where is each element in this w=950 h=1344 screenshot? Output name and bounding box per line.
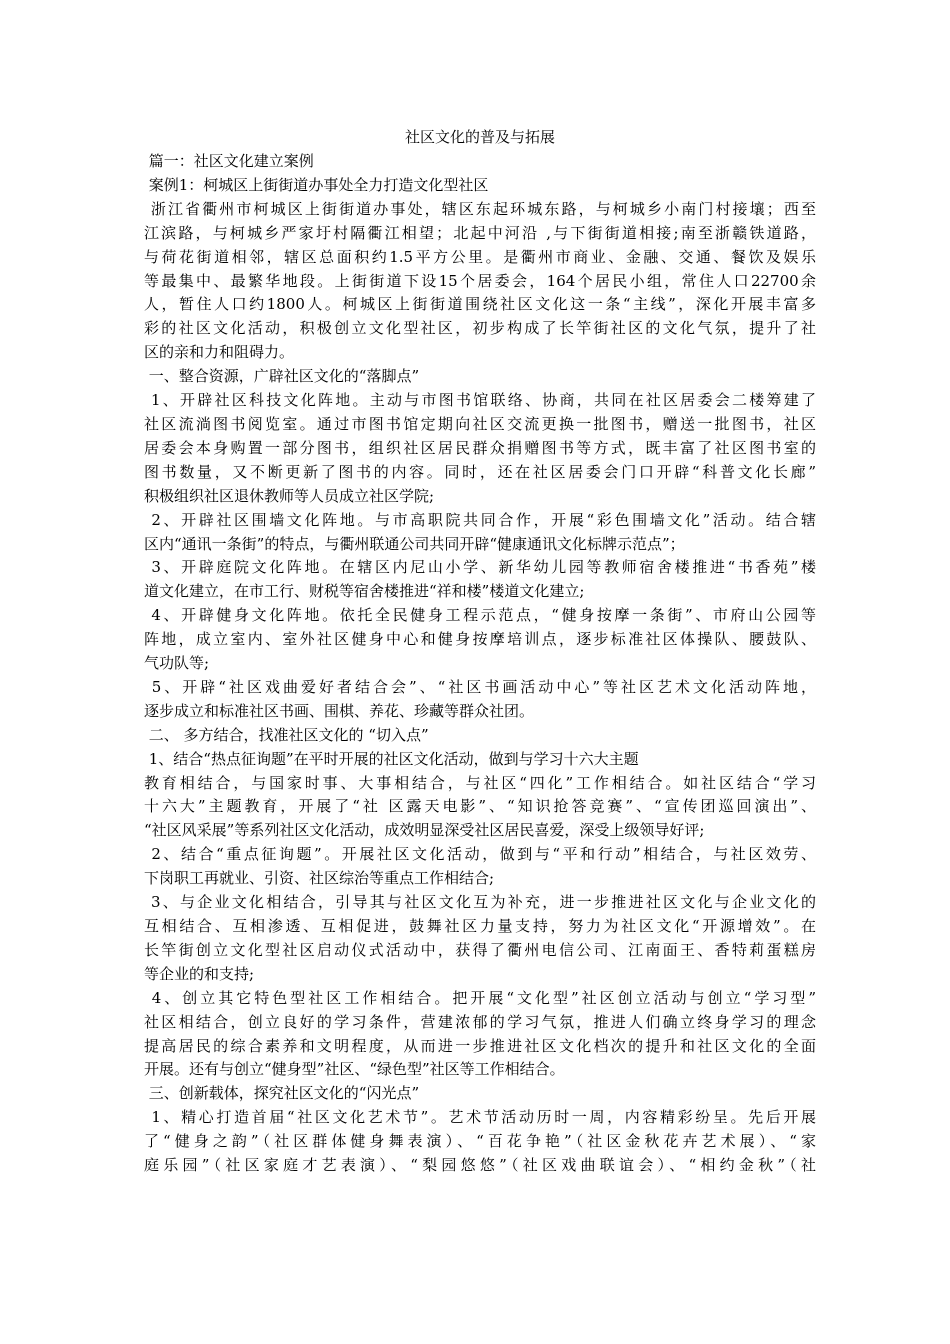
text-line: 人，暂住人口约1800人。柯城区上街街道围绕社区文化这一条“主线”，深化开展丰富多 (144, 295, 816, 314)
text-line: 图书数量，又不断更新了图书的内容。同时，还在社区居委会门口开辟“科普文化长廊” (144, 462, 816, 481)
text-line: 4、开辟健身文化阵地。依托全民健身工程示范点，“健身按摩一条街”、市府山公园等 (144, 606, 816, 625)
text-line: 逐步成立和标准社区书画、围棋、养花、珍藏等群众社团。 (144, 701, 535, 720)
text-line: 积极组织社区退休教师等人员成立社区学院; (144, 486, 435, 505)
text-line: 1、结合“热点征询题”在平时开展的社区文化活动，做到与学习十六大主题 (144, 749, 639, 768)
text-line: 三、创新载体，探究社区文化的“闪光点” (144, 1084, 420, 1103)
text-line: “社区风采展”等系列社区文化活动，成效明显深受社区居民喜爱，深受上级领导好评; (144, 821, 705, 840)
text-line: 区内“通讯一条街”的特点，与衢州联通公司共同开辟“健康通讯文化标牌示范点”； (144, 534, 685, 553)
text-line: 气功队等; (144, 654, 210, 673)
text-line: 互相结合、互相渗透、互相促进，鼓舞社区力量支持，努力为社区文化“开源增效”。在 (144, 917, 816, 935)
text-line: 一、整合资源，广辟社区文化的“落脚点” (144, 367, 420, 386)
text-line: 3、开辟庭院文化阵地。在辖区内尼山小学、新华幼儿园等教师宿舍楼推进“书香苑”楼 (144, 558, 816, 577)
text-line: 了“健身之韵”（社区群体健身舞表演）、“百花争艳”（社区金秋花卉艺术展）、“家 (144, 1132, 816, 1151)
text-line: 庭乐园”（社区家庭才艺表演）、“梨园悠悠”（社区戏曲联谊会）、“相约金秋”（社 (144, 1156, 816, 1175)
text-line: 江滨路，与柯城乡严家圩村隔衢江相望；北起中河沿 ,与下街街道相接;南至浙赣铁道路， (144, 223, 816, 242)
text-line: 2、结合“重点征询题”。开展社区文化活动，做到与“平和行动”相结合，与社区效劳、 (144, 845, 816, 864)
text-line: 彩的社区文化活动，积极创立文化型社区，初步构成了长竿街社区的文化气氛，提升了社 (144, 319, 816, 338)
text-line: 2、开辟社区围墙文化阵地。与市高职院共同合作，开展“彩色围墙文化”活动。结合辖 (144, 510, 816, 529)
text-line: 提高居民的综合素养和文明程度，从而进一步推进社区文化档次的提升和社区文化的全面 (144, 1036, 816, 1055)
text-line: 1、精心打造首届“社区文化艺术节”。艺术节活动历时一周，内容精彩纷呈。先后开展 (144, 1108, 816, 1127)
text-line: 浙江省衢州市柯城区上街街道办事处，辖区东起环城东路，与柯城乡小南门村接壤；西至 (144, 199, 816, 218)
text-line: 篇一：社区文化建立案例 (144, 152, 314, 170)
text-line: 1、开辟社区科技文化阵地。主动与市图书馆联络、协商，共同在社区居委会二楼筹建了 (144, 391, 816, 410)
document-body (144, 126, 816, 1178)
text-line: 4、创立其它特色型社区工作相结合。把开展“文化型”社区创立活动与创立“学习型” (144, 988, 816, 1007)
text-line: 等最集中、最繁华地段。上街街道下设15个居委会，164个居民小组，常住人口22700余 (144, 271, 816, 290)
text-line: 十六大”主题教育，开展了“社 区露天电影”、“知识抢答竞赛”、“宣传团巡回演出”、 (144, 797, 816, 816)
text-line: 道文化建立，在市工行、财税等宿舍楼推进“祥和楼”楼道文化建立; (144, 582, 585, 601)
text-line: 社区相结合，创立良好的学习条件，营建浓郁的学习气氛，推进人们确立终身学习的理念 (144, 1012, 816, 1031)
text-line: 下岗职工再就业、引资、社区综治等重点工作相结合; (144, 869, 495, 888)
text-line: 5、开辟“社区戏曲爱好者结合会”、“社区书画活动中心”等社区艺术文化活动阵地， (144, 677, 816, 696)
text-line: 3、与企业文化相结合，引导其与社区文化互为补充，进一步推进社区文化与企业文化的 (144, 893, 816, 912)
text-line: 开展。还有与创立“健身型”社区、“绿色型”社区等工作相结合。 (144, 1060, 565, 1079)
text-line: 阵地，成立室内、室外社区健身中心和健身按摩培训点，逐步标准社区体操队、腰鼓队、 (144, 630, 816, 649)
text-line: 教育相结合，与国家时事、大事相结合，与社区“四化”工作相结合。如社区结合“学习 (144, 773, 816, 792)
text-line: 长竿街创立文化型社区启动仪式活动中，获得了衢州电信公司、江南面王、香特莉蛋糕房 (144, 940, 816, 959)
text-line: 案例1：柯城区上街街道办事处全力打造文化型社区 (144, 175, 489, 194)
document-title: 社区文化的普及与拓展 (404, 128, 555, 146)
text-line: 社区流淌图书阅览室。通过市图书馆定期向社区交流更换一批图书，赠送一批图书，社区 (144, 414, 816, 433)
text-line: 区的亲和力和阻碍力。 (144, 343, 295, 362)
text-line: 与荷花街道相邻，辖区总面积约1.5平方公里。是衢州市商业、金融、交通、餐饮及娱乐 (144, 247, 816, 266)
text-line: 等企业的和支持; (144, 964, 255, 983)
text-line: 二、 多方结合，找准社区文化的 “切入点” (144, 725, 429, 744)
document-lines (144, 150, 816, 1178)
text-line: 居委会本身购置一部分图书，组织社区居民群众捐赠图书等方式，既丰富了社区图书室的 (144, 438, 816, 457)
